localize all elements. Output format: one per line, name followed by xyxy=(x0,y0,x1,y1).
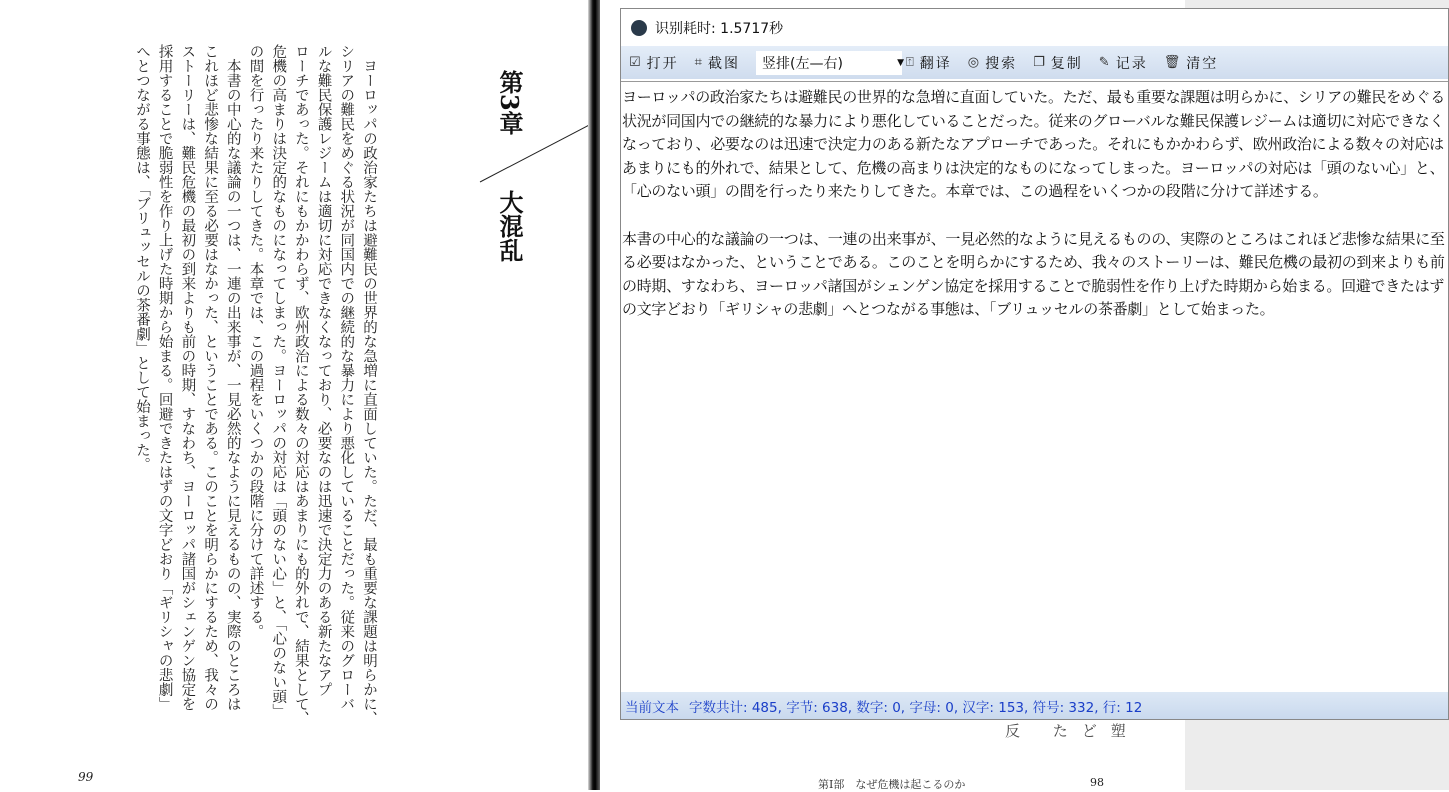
text-column: ルな難民保護レジームは適切に対応できなくなっており、必要なのは迅速で決定力のある新たなアプ xyxy=(315,44,332,697)
layout-mode-value: 竖排(左—右) xyxy=(761,55,843,72)
text-column: 危機の高まりは決定的なものになってしまった。ヨーロッパの対応は「頭のない心」と、「心のない頭」 xyxy=(270,44,287,719)
chapter-divider-line xyxy=(470,110,600,190)
chapter-number: 第3章 xyxy=(495,70,524,135)
left-page xyxy=(0,0,590,790)
right-page-number: 98 xyxy=(1090,776,1104,789)
left-page-text xyxy=(110,44,380,764)
ocr-text-area[interactable] xyxy=(621,81,1448,694)
text-column: ヨーロッパの政治家たちは避難民の世界的な急増に直面していた。ただ、最も重要な課題は明らかに、 xyxy=(361,44,377,726)
copy-button[interactable] xyxy=(1033,53,1083,73)
open-button[interactable] xyxy=(629,53,679,73)
translate-icon: ⍐ xyxy=(905,55,914,70)
text-column: へとつながる事態は、「ブリュッセルの茶番劇」として始まった。 xyxy=(133,44,150,472)
record-button[interactable] xyxy=(1099,53,1148,73)
text-column: シリアの難民をめぐる状況が同国内での継続的な暴力により悪化していることだった。従来のグローバ xyxy=(338,44,355,711)
text-column: ローチであった。それにもかかわらず、欧州政治による数々の対応はあまりにも的外れで、結果として、 xyxy=(292,44,309,726)
right-page-partial-text: 反 たど塑 xyxy=(1005,722,1140,740)
status-bar xyxy=(621,692,1448,719)
status-label: 当前文本 xyxy=(625,699,679,716)
search-button[interactable] xyxy=(968,53,1017,73)
text-column: ストーリーは、難民危機の最初の到来よりも前の時期、すなわち、ヨーロッパ諸国がシェンゲン協定を xyxy=(179,44,196,711)
ocr-result-window xyxy=(620,8,1449,720)
recognition-time: 识别耗时: 1.5717秒 xyxy=(655,20,784,37)
screenshot-button[interactable] xyxy=(695,53,740,73)
search-label: 搜索 xyxy=(985,55,1018,72)
ocr-paragraph: ヨーロッパの政治家たちは避難民の世界的な急増に直面していた。ただ、最も重要な課題は明らかに、シリアの難民をめぐる状況が同国内での継続的な暴力により悪化していることだった。従来のグローバルな難民保護レジームは適切に対応できなくなっており、必要なのは迅速で決定力のある新たなアプローチであった。それにもかかわらず、欧州政治による数々の対応はあまりにも的外れで、結果として、危機の高まりは決定的なものになってしまった。ヨーロッパの対応は「頭のない心」と、「心のない頭」の間を行ったり来たりしてきた。本章では、この過程をいくつかの段階に分けて詳述する。 xyxy=(622,88,1445,201)
chapter-title: 大混乱 xyxy=(495,190,524,262)
crop-icon: ⌗ xyxy=(694,55,702,70)
translate-label: 翻译 xyxy=(919,55,952,72)
trash-icon: 🗑 xyxy=(1163,55,1181,70)
copy-label: 复制 xyxy=(1050,55,1083,72)
screenshot-label: 截图 xyxy=(707,55,740,72)
open-icon: ☑ xyxy=(629,55,641,70)
toolbar xyxy=(621,46,1448,79)
chevron-down-icon: ▼ xyxy=(897,57,904,68)
right-page-footer: 第Ⅰ部 なぜ危機は起こるのか xyxy=(818,778,966,791)
text-statistics: 字数共计: 485, 字节: 638, 数字: 0, 字母: 0, 汉字: 153, 符号: 332, 行: 12 xyxy=(689,699,1143,716)
copy-icon: ❐ xyxy=(1033,55,1045,70)
text-column: 本書の中心的な議論の一つは、一連の出来事が、一見必然的なように見えるものの、実際のところは xyxy=(224,44,241,711)
layout-mode-select[interactable] xyxy=(756,51,902,75)
edit-icon: ✎ xyxy=(1098,55,1110,70)
title-bar xyxy=(621,9,1448,46)
left-page-number: 99 xyxy=(78,770,94,784)
text-column: 採用することで脆弱性を作り上げた時期から始まる。回避できたはずの文字どおり「ギリシャの悲劇」 xyxy=(156,44,173,711)
ocr-paragraph: 本書の中心的な議論の一つは、一連の出来事が、一見必然的なように見えるものの、実際のところはこれほど悲惨な結果に至る必要はなかった、ということである。このことを明らかにするため、我々のストーリーは、難民危機の最初の到来よりも前の時期、すなわち、ヨーロッパ諸国がシェンゲン協定を採用することで脆弱性を作り上げた時期から始まる。回避できたはずの文字どおり「ギリシャの悲劇」へとつながる事態は、「ブリュッセルの茶番劇」として始まった。 xyxy=(622,229,1445,319)
clock-icon xyxy=(631,20,647,36)
text-column: の間を行ったり来たりしてきた。本章では、この過程をいくつかの段階に分けて詳述する。 xyxy=(247,44,264,639)
text-column: これほど悲惨な結果に至る必要はなかった、ということである。このことを明らかにするため、我々の xyxy=(202,44,219,711)
clear-button[interactable] xyxy=(1164,53,1219,73)
translate-button[interactable] xyxy=(906,53,952,73)
open-label: 打开 xyxy=(646,55,679,72)
search-icon: ◎ xyxy=(967,55,980,70)
record-label: 记录 xyxy=(1115,55,1148,72)
clear-label: 清空 xyxy=(1186,55,1219,72)
book-spine-shadow xyxy=(588,0,600,790)
